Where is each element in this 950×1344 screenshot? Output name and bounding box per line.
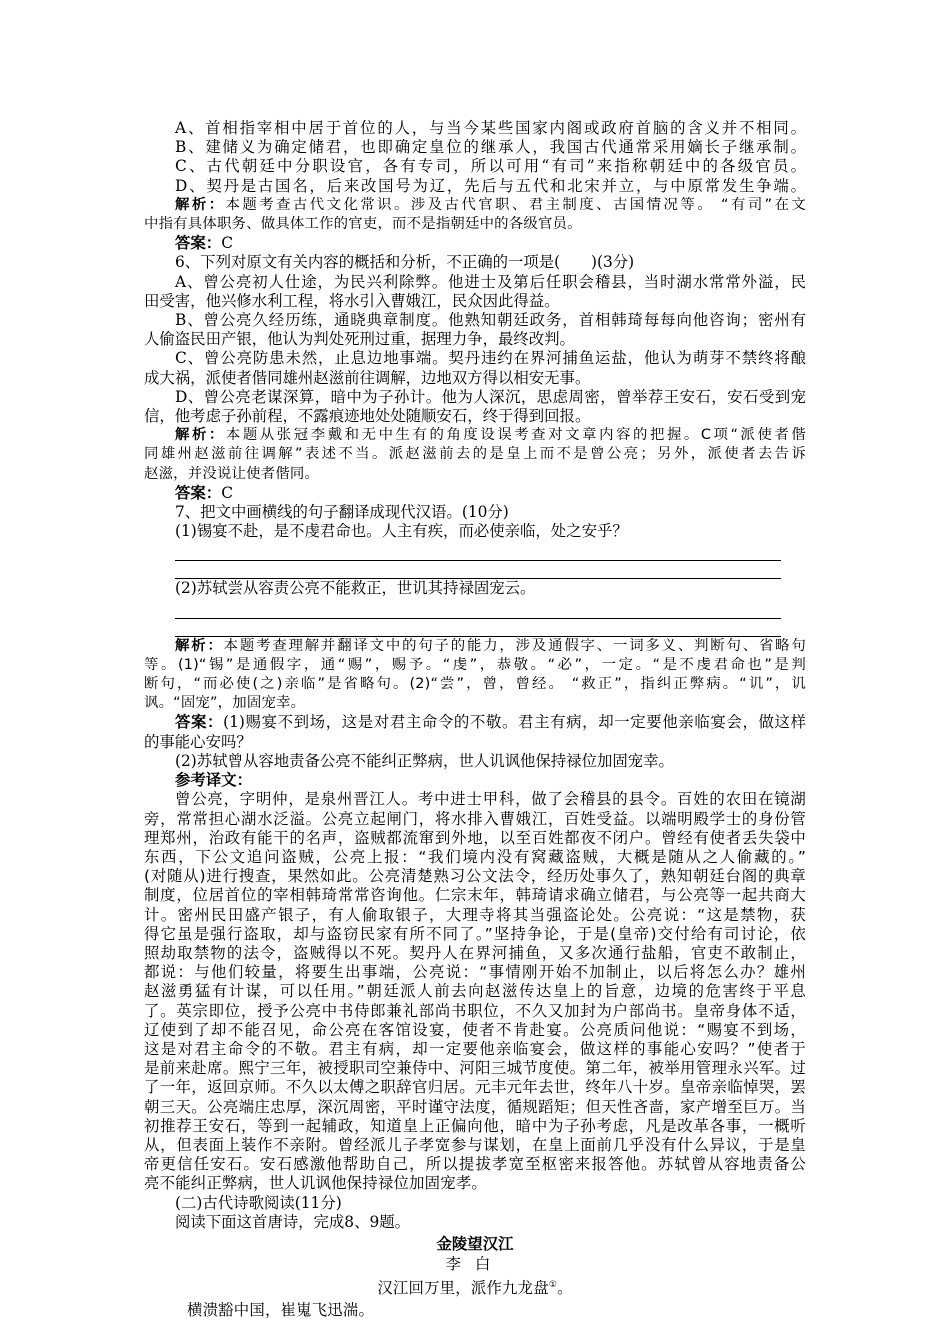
q6-answer — [144, 484, 806, 503]
translation-line: 得它虽是强行盗取，却与盗窃民家有所不同了。”坚持争论，于是(皇帝)交付给有司讨论，依 — [144, 924, 806, 943]
q7-analysis-line-2: 等。(1)“锡”是通假字，通“赐”，赐予。“虔”，恭敬。“必”，一定。“是不虔君命也”是判 — [144, 656, 806, 673]
answer-label: 答案： — [175, 234, 222, 253]
q6-option-a-line-1: A、曾公亮初人仕途，为民兴利除弊。他进士及第后任职会稽县，当时湖水常常外溢，民 — [175, 272, 806, 291]
q7-sentence-2: (2)苏轼尝从容责公亮不能救正，世讥其持禄固宠云。 — [175, 579, 536, 598]
translation-line: 照劫取禁物的法令，盗贼得以不死。契丹人在界河捕鱼，又多次通行盐船，官吏不敢制止， — [144, 943, 806, 962]
q7-answer-line-2: 的事能心安吗？ — [144, 732, 252, 751]
q6-analysis-line-3: 赵滋，并没说让使者偕同。 — [144, 465, 320, 482]
q6-option-d-line-1: D、曾公亮老谋深算，暗中为子孙计。他为人深沉，思虑周密，曾举荐王安石，安石受到宠 — [175, 387, 806, 406]
translation-line: 了。英宗即位，授予公亮中书侍郎兼礼部尚书职位，不久又加封为户部尚书。皇帝身体不适， — [144, 1001, 806, 1020]
q6-option-b-line-2: 人偷盗民田产银，他认为判处死刑过重，据理力争，最终改判。 — [144, 330, 575, 349]
q6-stem: 6、下列对原文有关内容的概括和分析，不正确的一项是( )(3分) — [175, 253, 635, 272]
q7-analysis-line-1: 本题考查理解并翻译文中的句子的能力，涉及通假字、一词多义、判断句、省略句 — [223, 637, 806, 654]
answer-blank-line[interactable] — [175, 541, 781, 561]
q7-stem: 7、把文中画横线的句子翻译成现代汉语。(10分) — [175, 503, 509, 522]
q6-option-c-line-2: 成大祸，派使者偕同雄州赵滋前往调解，边地双方得以相安无事。 — [144, 368, 591, 387]
q5-answer — [144, 234, 806, 253]
translation-line: 朝三天。公亮端庄忠厚，深沉周密，平时谨守法度，循规蹈矩；但天性吝啬，家产增至巨万。当 — [144, 1097, 806, 1116]
q7-analysis-line-4: 讽。“固宠”，加固宠幸。 — [144, 695, 306, 712]
translation-label: 参考译文： — [175, 771, 252, 790]
q6-option-a-line-2: 田受害，他兴修水利工程，将水引入曹娥江，民众因此得益。 — [144, 291, 560, 310]
answer-blank-line[interactable] — [175, 599, 781, 619]
q6-analysis — [144, 426, 806, 445]
q6-option-b-line-1: B、曾公亮久经历练，通晓典章制度。他熟知朝廷政务，首相韩琦每每向他咨询；密州有 — [175, 311, 806, 330]
q7-answer-2: (2)苏轼曾从容地责备公亮不能纠正弊病，世人讥讽他保持禄位加固宠幸。 — [175, 751, 674, 770]
q7-answer — [144, 713, 806, 732]
translation-line: 了一年，返回京师。不久以太傅之职辞官归居。元丰元年去世，终年八十岁。皇帝亲临悼哭，罢 — [144, 1078, 806, 1097]
q7-analysis — [144, 637, 806, 656]
q6-option-d-line-2: 信，他考虑子孙前程，不露痕迹地处处随顺安石，终于得到回报。 — [144, 407, 591, 426]
section-heading: (二)古代诗歌阅读(11分) — [175, 1193, 342, 1212]
q7-sentence-1: (1)锡宴不赴，是不虔君命也。人主有疾，而必使亲临，处之安乎？ — [175, 522, 628, 541]
q5-option-b: B、建储义为确定储君，也即确定皇位的继承人，我国古代通常采用嫡长子继承制。 — [175, 138, 806, 157]
analysis-label: 解析： — [175, 637, 224, 654]
poem-line-1-text: 汉江回万里，派作九龙盘 — [377, 1279, 549, 1298]
poem-author: 李白 — [445, 1254, 505, 1273]
translation-line: 东西，下公文追问盗贼，公亮上报：“我们境内没有窝藏盗贼，大概是随从之人偷藏的。” — [144, 847, 806, 866]
poem-line-2: 横溃豁中国，崔嵬飞迅湍。 — [187, 1301, 375, 1320]
translation-line: 初推荐王安石，等到一起辅政，知道皇上正偏向他，暗中为子孙考虑，凡是改革各事，一概听 — [144, 1116, 806, 1135]
q5-analysis-line-2: 中指有具体职务、做具体工作的官吏，而不是指朝廷中的各级官员。 — [144, 216, 582, 233]
poem-line-1-end: 。 — [557, 1279, 573, 1298]
section-instruction: 阅读下面这首唐诗，完成8、9题。 — [175, 1212, 411, 1231]
q5-option-c: C、古代朝廷中分职设官，各有专司，所以可用“有司”来指称朝廷中的各级官员。 — [175, 157, 806, 176]
translation-body — [144, 790, 806, 1193]
footnote-marker: ① — [548, 1279, 558, 1290]
translation-line: (对随从)进行搜查，果然如此。公亮清楚熟习公文法令，经历处事久了，熟知朝廷台阁的典章 — [144, 867, 806, 886]
answer-label: 答案： — [175, 483, 222, 502]
poem-line-1 — [144, 1274, 806, 1299]
answer-blank-line[interactable] — [175, 561, 781, 579]
translation-line: 从，但表面上装作不亲附。曾经派儿子孝宽参与谋划，在皇上面前几乎没有什么异议，于是皇 — [144, 1135, 806, 1154]
analysis-label: 解析： — [175, 196, 226, 213]
q6-answer-value: C — [221, 483, 233, 502]
q5-option-d: D、契丹是古国名，后来改国号为辽，先后与五代和北宋并立，与中原常发生争端。 — [175, 176, 806, 195]
translation-line: 帝更信任安石。安石感激他帮助自己，所以提拔孝宽至枢密来报答他。苏轼曾从容地责备公 — [144, 1155, 806, 1174]
translation-line: 都说：与他们较量，将要生出事端，公亮说：“事情刚开始不加制止，以后将怎么办？雄州 — [144, 963, 806, 982]
translation-line: 旁，常常担心湖水泛溢。公亮立起闸门，将水排入曹娥江，百姓受益。以端明殿学士的身份管 — [144, 809, 806, 828]
q6-analysis-line-2: 同雄州赵滋前往调解”表述不当。派赵滋前去的是皇上而不是曾公亮；另外，派使者去告诉 — [144, 446, 806, 463]
q5-analysis — [144, 196, 806, 215]
q7-analysis-line-3: 断句，“而必使(之)亲临”是省略句。(2)“尝”，曾，曾经。 “救正”，指纠正弊病。“讥”，讥 — [144, 676, 806, 693]
translation-line: 亮不能纠正弊病，世人讥讽他保持禄位加固宠孝。 — [144, 1174, 487, 1193]
poem-title: 金陵望汉江 — [436, 1234, 514, 1253]
translation-line: 赵滋勇猛有计谋，可以任用。”朝廷派人前去向赵滋传达皇上的旨意，边境的危害终于平息 — [144, 982, 806, 1001]
translation-line: 曾公亮，字明仲，是泉州晋江人。考中进士甲科，做了会稽县的县令。百姓的农田在镜湖 — [175, 790, 806, 809]
translation-line: 理郑州，治政有能干的名声，盗贼都流窜到外地，以至百姓都夜不闭户。曾经有使者丢失袋中 — [144, 828, 806, 847]
translation-line: 计。密州民田盛产银子，有人偷取银子，大理寺将其当强盗论处。公亮说：“这是禁物，获 — [144, 905, 806, 924]
translation-line: 这是对君主命令的不敬。君主有病，却一定要他亲临宴会，做这样的事能心安吗？”使者于 — [144, 1039, 806, 1058]
answer-blank-line[interactable] — [175, 619, 781, 637]
answer-label: 答案： — [175, 713, 224, 732]
q6-option-c-line-1: C、曾公亮防患未然，止息边地事端。契丹违约在界河捕鱼运盐，他认为萌芽不禁终将酿 — [175, 349, 806, 368]
q5-option-a: A、首相指宰相中居于首位的人，与当今某些国家内阁或政府首脑的含义并不相同。 — [175, 119, 806, 137]
analysis-label: 解析： — [175, 427, 226, 444]
q7-answer-line-1: (1)赐宴不到场，这是对君主命令的不敬。君主有病，却一定要他亲临宴会，做这样 — [223, 713, 806, 732]
q5-analysis-line-1: 本题考查古代文化常识。涉及古代官职、君主制度、古国情况等。 “有司”在文 — [225, 196, 806, 213]
q6-analysis-line-1: 本题从张冠李戴和无中生有的角度设误考查对文章内容的把握。C项“派使者偕 — [225, 427, 806, 444]
translation-line: 辽使到了却不能召见，命公亮在客馆设宴，使者不肯赴宴。公亮质问他说：“赐宴不到场， — [144, 1020, 806, 1039]
document-body — [144, 119, 806, 1321]
translation-line: 是前来赴席。熙宁三年，被授职司空兼侍中、河阳三城节度使。第二年，被举用管理永兴军。过 — [144, 1059, 806, 1078]
translation-line: 制度，位居首位的宰相韩琦常常咨询他。仁宗末年，韩琦请求确立储君，与公亮等一起共商大 — [144, 886, 806, 905]
q5-answer-value: C — [221, 234, 233, 253]
